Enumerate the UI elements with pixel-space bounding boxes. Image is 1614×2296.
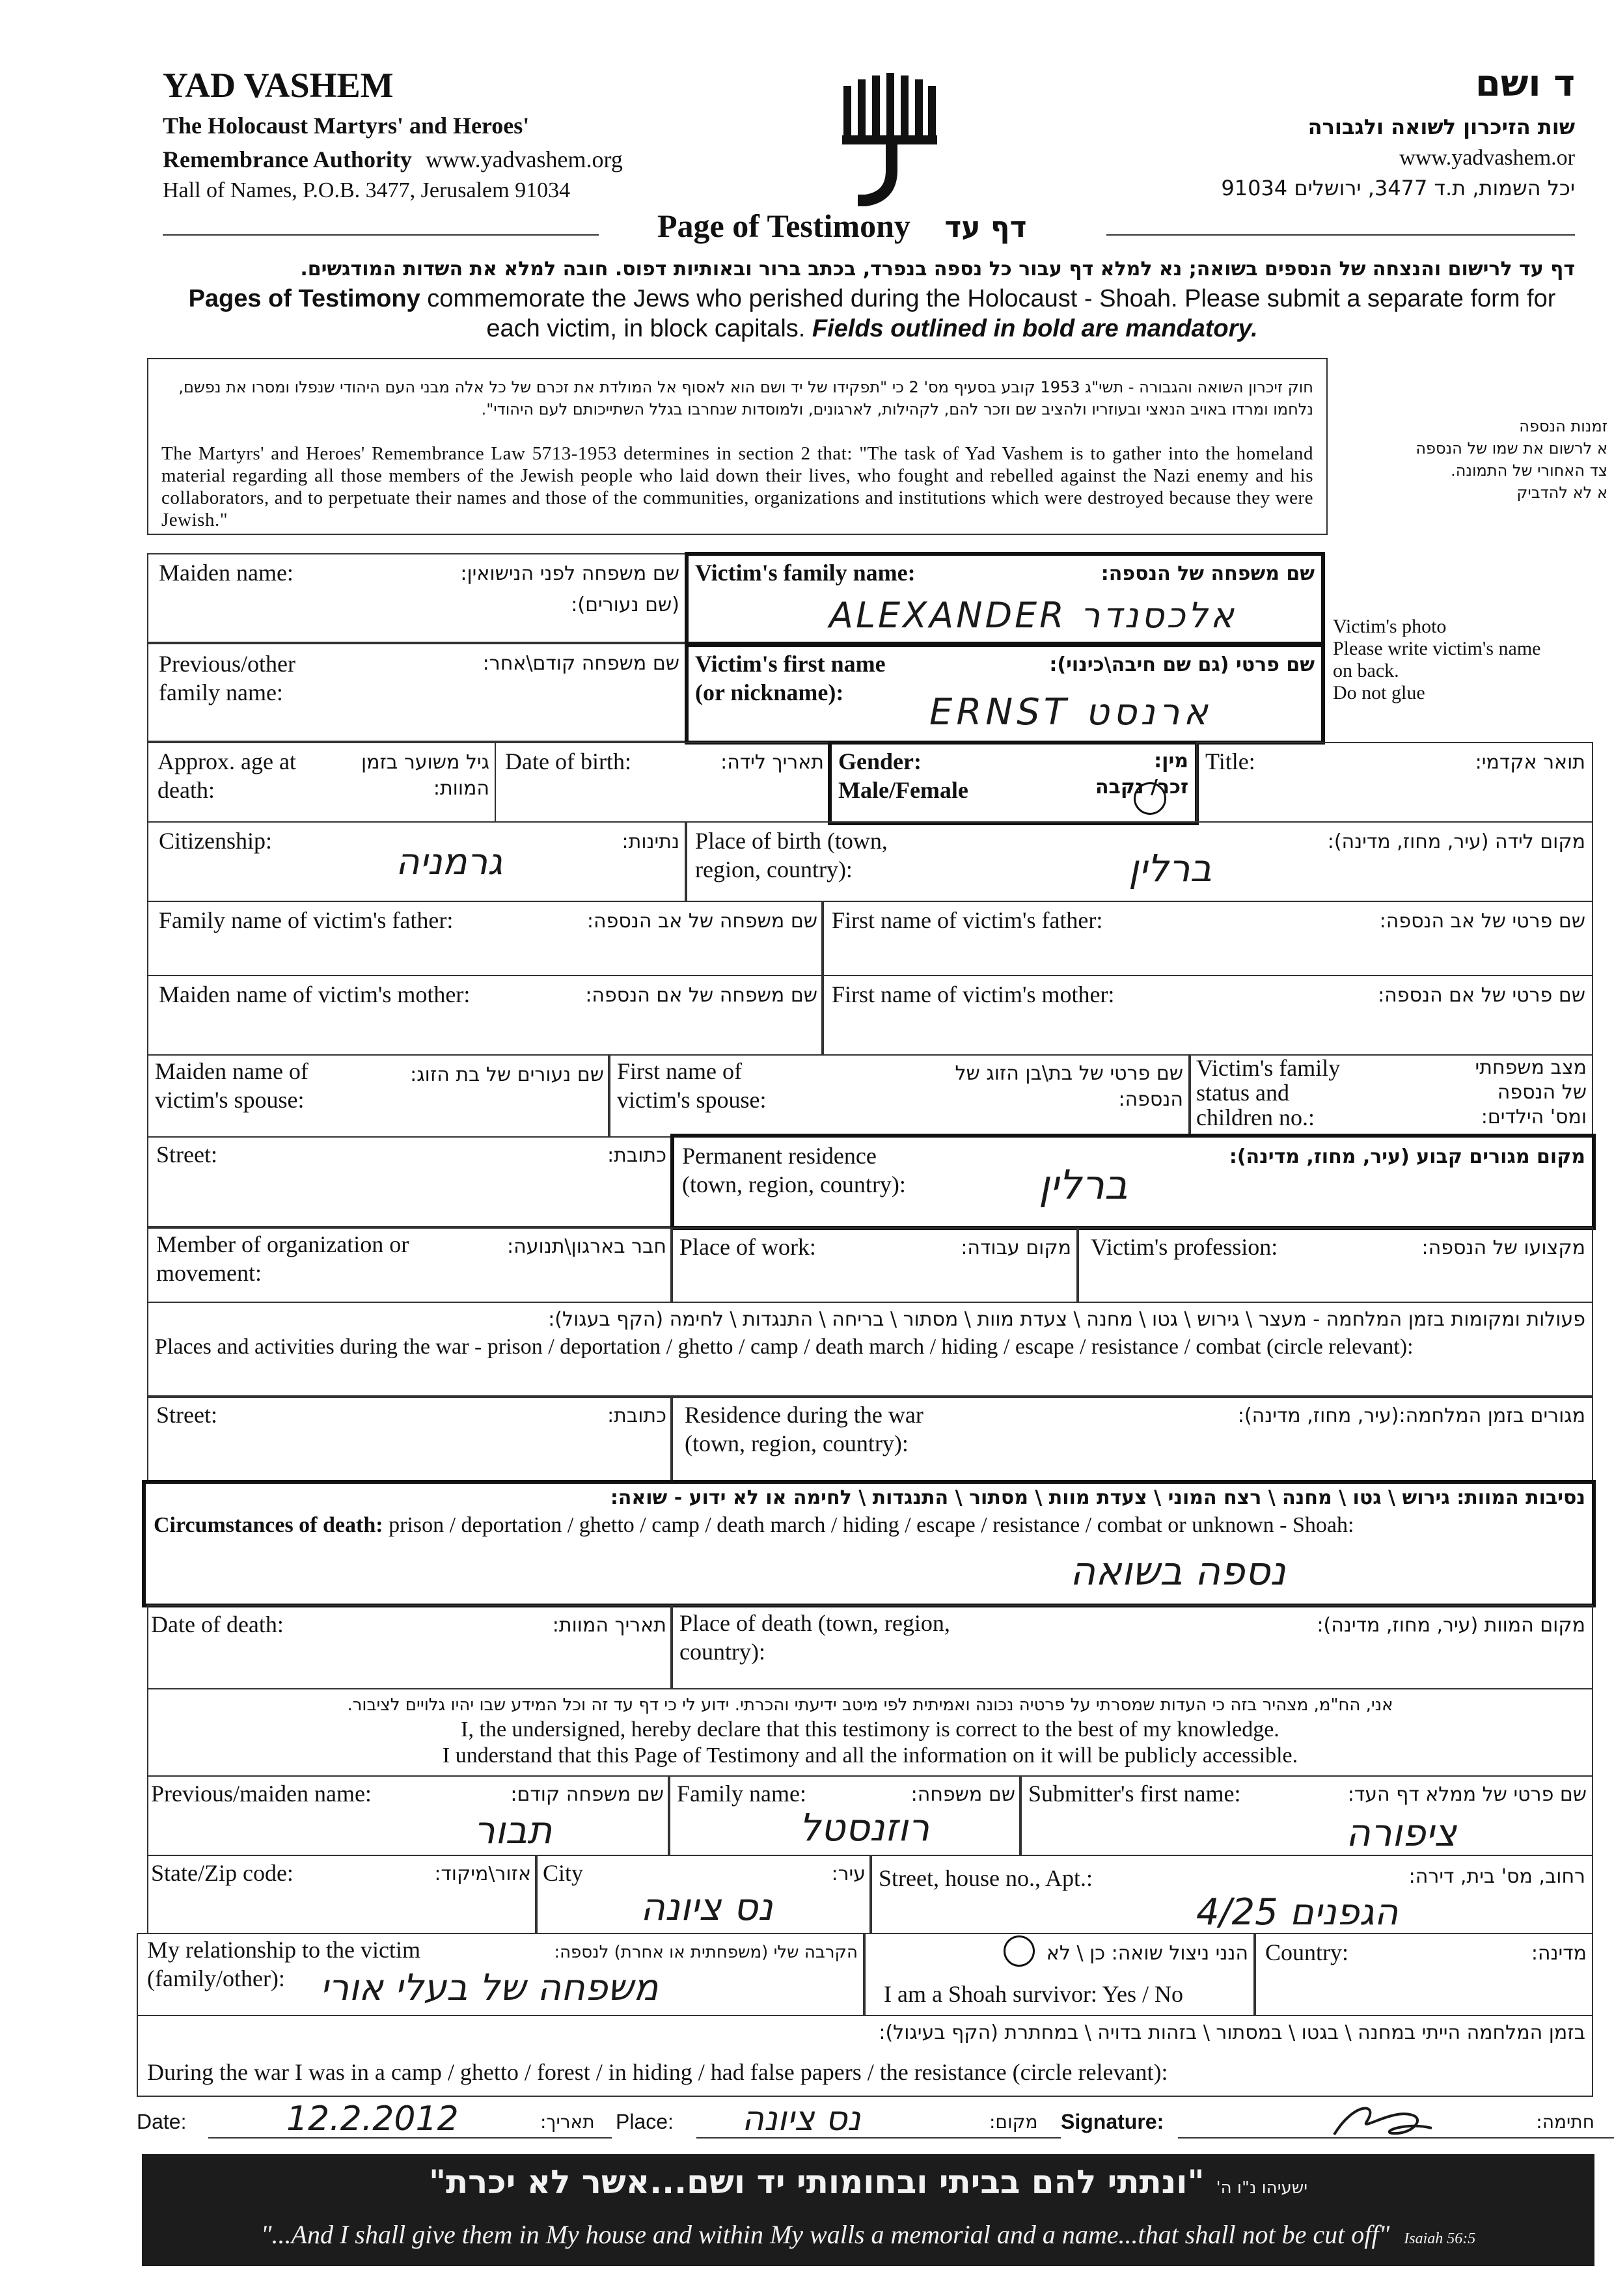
submitter-family-name-label-he: שם משפחה: bbox=[910, 1783, 1015, 1806]
header-rule-right bbox=[1106, 234, 1575, 236]
place-of-birth-field[interactable] bbox=[685, 821, 1593, 902]
maiden-name-label: Maiden name: bbox=[159, 560, 294, 586]
country-label-he: מדינה: bbox=[1531, 1942, 1587, 1965]
mother-maiden-name-label: Maiden name of victim's mother: bbox=[159, 981, 471, 1007]
zip-code-label-he: אזור\מיקוד: bbox=[434, 1863, 531, 1885]
street-label-he: כתובת: bbox=[607, 1144, 666, 1167]
title-label: Title: bbox=[1205, 748, 1255, 774]
submitter-previous-name-field[interactable] bbox=[147, 1775, 670, 1856]
gender-field[interactable] bbox=[828, 741, 1199, 825]
war-residence-field[interactable] bbox=[670, 1397, 1593, 1483]
war-activities-label-he: פעולות ומקומות בזמן המלחמה - מעצר \ גירוש \ גטו \ מחנה \ צעדת מוות \ מסתור \ בריחה \ התנגדות \ לחימה (הקף בעגול): bbox=[548, 1308, 1585, 1331]
signature-label: Signature: bbox=[1061, 2110, 1164, 2133]
submitter-previous-name-label: Previous/maiden name: bbox=[151, 1781, 372, 1807]
family-status-field[interactable] bbox=[1188, 1054, 1593, 1138]
submitter-previous-name-value: תבור bbox=[474, 1808, 553, 1852]
submitter-first-name-label: Submitter's first name: bbox=[1028, 1781, 1241, 1807]
family-status-label-he-2: של הנספה bbox=[1497, 1081, 1587, 1104]
address-en: Hall of Names, P.O.B. 3477, Jerusalem 91034 bbox=[163, 178, 571, 202]
relationship-value: משפחה של בעלי אורי bbox=[320, 1967, 659, 2009]
spouse-first-name-label-1: First name of bbox=[617, 1058, 742, 1084]
org-subtitle-en-2 bbox=[163, 146, 623, 173]
circumstances-field[interactable] bbox=[142, 1480, 1596, 1607]
mother-maiden-name-field[interactable] bbox=[147, 975, 824, 1056]
gender-male-circle bbox=[1134, 782, 1166, 815]
place-of-birth-label bbox=[695, 827, 888, 884]
city-label-he: עיר: bbox=[831, 1863, 866, 1885]
date-of-death-label: Date of death: bbox=[151, 1611, 284, 1637]
father-family-name-label: Family name of victim's father: bbox=[159, 907, 454, 933]
declaration-he: אני, הח"מ, מצהיר בזה כי העדות שמסרתי על פרטיה נכונה ואמיתית לפי מיטב ידיעתי והכרתי. ידוע לי כי דף עד זה וכל המידע שבו יהיו גלויים לציבור. bbox=[347, 1695, 1393, 1715]
street-address-value: הגפנים 4/25 bbox=[1196, 1891, 1399, 1934]
submitter-family-name-value: רוזנסטל bbox=[799, 1805, 930, 1850]
street-address-field[interactable] bbox=[869, 1855, 1593, 1934]
declaration-en-1: I, the undersigned, hereby declare that this testimony is correct to the best of my knowledge. bbox=[461, 1717, 1279, 1742]
permanent-residence-label-1: Permanent residence bbox=[682, 1143, 877, 1169]
citizenship-field[interactable] bbox=[147, 821, 687, 902]
circumstances-value: נספה בשואה bbox=[1070, 1549, 1286, 1594]
organization-label-he: חבר בארגון\תנועה: bbox=[507, 1235, 666, 1258]
profession-field[interactable] bbox=[1076, 1227, 1593, 1303]
place-of-death-label bbox=[679, 1609, 950, 1666]
footer-quote-en-ref: Isaiah 56:5 bbox=[1404, 2230, 1476, 2247]
photo-note-3: on back. bbox=[1333, 660, 1399, 681]
org-subtitle-en-2-text: Remembrance Authority bbox=[163, 146, 412, 172]
side-note-he-1: זמנות הנספה bbox=[1519, 417, 1607, 435]
place-of-death-label-2: country): bbox=[679, 1639, 765, 1665]
submitter-first-name-label-he: שם פרטי של ממלא דף העד: bbox=[1347, 1783, 1587, 1806]
date-of-birth-label: Date of birth: bbox=[505, 748, 631, 774]
street-address-label-he: רחוב, מס' בית, דירה: bbox=[1408, 1865, 1585, 1888]
previous-family-name-label bbox=[159, 649, 295, 707]
shoah-survivor-label: I am a Shoah survivor: Yes / No bbox=[884, 1981, 1183, 2007]
mother-first-name-label: First name of victim's mother: bbox=[832, 981, 1115, 1007]
declaration-en-2: I understand that this Page of Testimony and all the information on it will be publicly accessible. bbox=[442, 1743, 1298, 1768]
photo-note bbox=[1333, 616, 1540, 704]
signature-mark[interactable] bbox=[1321, 2096, 1438, 2148]
gender-label-he-1: מין: bbox=[1154, 750, 1188, 772]
citizenship-value: גרמניה bbox=[396, 841, 503, 883]
organization-label-2: movement: bbox=[156, 1260, 262, 1286]
date-value[interactable]: 12.2.2012 bbox=[286, 2099, 459, 2139]
organization-label bbox=[156, 1230, 409, 1287]
place-of-death-field[interactable] bbox=[670, 1605, 1593, 1689]
spouse-first-name-label bbox=[617, 1057, 766, 1114]
previous-family-name-label-2: family name: bbox=[159, 679, 283, 705]
profession-label: Victim's profession: bbox=[1091, 1234, 1278, 1260]
page-title bbox=[657, 207, 1026, 245]
victim-family-name-field[interactable] bbox=[685, 552, 1325, 647]
father-first-name-field[interactable] bbox=[821, 901, 1593, 976]
footer-quote-en bbox=[142, 2219, 1594, 2250]
photo-note-4: Do not glue bbox=[1333, 682, 1425, 704]
intro-en-body: commemorate the Jews who perished during the Holocaust - Shoah. Please submit a separate form for each victim, in block capitals. bbox=[420, 285, 1556, 342]
zip-code-label: State/Zip code: bbox=[151, 1860, 294, 1886]
victim-family-name-label: Victim's family name: bbox=[695, 560, 916, 586]
victim-first-name-label bbox=[695, 649, 886, 707]
yad-vashem-logo bbox=[840, 73, 937, 210]
mother-maiden-name-label-he: שם משפחה של אם הנספה: bbox=[585, 984, 817, 1007]
family-status-label-he bbox=[1475, 1056, 1587, 1130]
shoah-survivor-field[interactable] bbox=[863, 1933, 1256, 2016]
place-label: Place: bbox=[616, 2110, 674, 2133]
age-at-death-field[interactable] bbox=[147, 742, 496, 823]
family-status-label-he-3: ומס' הילדים: bbox=[1481, 1106, 1587, 1128]
law-en: The Martyrs' and Heroes' Remembrance Law 5713-1953 determines in section 2 that: "The task of Yad Vashem is to gather into the homeland material regarding all those members of the Jewish people who laid down their lives, who fought and rebelled against the Nazi enemy and his collaborators, and to perpetuate their names and those of the communities, organizations and institutions which were destroyed because they were Jewish." bbox=[161, 443, 1313, 530]
side-note-he-2: א לרשום את שמו של הנספה bbox=[1416, 439, 1607, 458]
circumstances-label-he: נסיבות המוות: גירוש \ גטו \ מחנה \ רצח המוני \ צעדת מוות \ מסתור \ התנגדות \ לחימה או לא ידוע - שואה: bbox=[610, 1486, 1585, 1509]
spouse-first-name-label-he-1: שם פרטי של בת\בן הזוג של bbox=[955, 1062, 1183, 1085]
footer-quote-he bbox=[142, 2163, 1594, 2201]
age-at-death-label-he-2: המוות: bbox=[433, 777, 489, 800]
age-at-death-label bbox=[157, 747, 296, 804]
age-at-death-label-he-1: גיל משוער בזמן bbox=[361, 751, 489, 774]
war-street-label-he: כתובת: bbox=[607, 1404, 666, 1427]
previous-family-name-label-he: שם משפחה קודם\אחר: bbox=[482, 652, 679, 675]
spouse-maiden-name-label bbox=[155, 1057, 308, 1114]
war-residence-label-he: מגורים בזמן המלחמה:(עיר, מחוז, מדינה): bbox=[1237, 1404, 1585, 1427]
family-status-label-he-1: מצב משפחתי bbox=[1475, 1056, 1587, 1079]
header-rule-left bbox=[163, 234, 599, 236]
relationship-field[interactable] bbox=[137, 1933, 866, 2016]
father-first-name-label: First name of victim's father: bbox=[832, 907, 1103, 933]
city-field[interactable] bbox=[535, 1855, 872, 1934]
mother-first-name-field[interactable] bbox=[821, 975, 1593, 1056]
gender-label-2: Male/Female bbox=[838, 777, 968, 803]
intro-en bbox=[163, 284, 1581, 344]
website-he: www.yadvashem.or bbox=[1399, 146, 1575, 170]
survivor-no-circle bbox=[1004, 1935, 1035, 1967]
circumstances-label-body: prison / deportation / ghetto / camp / death march / hiding / escape / resistance / combat or unknown - Shoah: bbox=[383, 1513, 1354, 1537]
permanent-residence-label-he: מקום מגורים קבוע (עיר, מחוז, מדינה): bbox=[1229, 1145, 1585, 1168]
submitter-previous-name-label-he: שם משפחה קודם: bbox=[510, 1783, 664, 1806]
circumstances-label bbox=[154, 1511, 1354, 1540]
place-value[interactable]: נס ציונה bbox=[742, 2099, 861, 2139]
citizenship-label-he: נתינות: bbox=[622, 830, 679, 853]
org-name-he: ד ושם bbox=[1475, 62, 1575, 105]
title-field[interactable] bbox=[1196, 742, 1593, 823]
relationship-label-2: (family/other): bbox=[147, 1965, 285, 1991]
victim-family-name-value: ALEXANDER אלכסנדר bbox=[829, 595, 1237, 636]
side-note-he-4: א לא להדביק bbox=[1516, 484, 1607, 502]
street-label: Street: bbox=[156, 1141, 217, 1168]
profession-label-he: מקצועו של הנספה: bbox=[1421, 1237, 1585, 1259]
family-status-label bbox=[1196, 1056, 1340, 1130]
spouse-first-name-field[interactable] bbox=[608, 1054, 1191, 1138]
father-first-name-label-he: שם פרטי של אב הנספה: bbox=[1379, 910, 1585, 933]
maiden-name-field[interactable] bbox=[147, 553, 687, 644]
signature-line bbox=[137, 2099, 1594, 2149]
victim-first-name-label-1: Victim's first name bbox=[695, 651, 886, 677]
previous-family-name-label-1: Previous/other bbox=[159, 651, 295, 677]
organization-field[interactable] bbox=[147, 1227, 673, 1303]
mother-first-name-label-he: שם פרטי של אם הנספה: bbox=[1378, 984, 1585, 1007]
date-of-birth-label-he: תאריך לידה: bbox=[720, 751, 824, 774]
intro-en-mandatory: Fields outlined in bold are mandatory. bbox=[812, 315, 1258, 342]
circumstances-label-bold: Circumstances of death: bbox=[154, 1513, 383, 1537]
family-status-label-3: children no.: bbox=[1196, 1104, 1315, 1130]
signature-label-he: חתימה: bbox=[1536, 2111, 1594, 2133]
page-title-he: דף עד bbox=[944, 211, 1027, 244]
victim-family-name-label-he: שם משפחה של הנספה: bbox=[1101, 562, 1315, 585]
permanent-residence-label-2: (town, region, country): bbox=[682, 1171, 906, 1197]
family-status-label-2: status and bbox=[1196, 1080, 1289, 1106]
law-he: חוק זיכרון השואה והגבורה - תשי"ג 1953 קובע בסעיף מס' 2 כי "תפקידו של יד ושם הוא לאסוף אל המולדת את זכרם של כל אלה מבני העם היהודי שנפלו ומסרו את נפשם, נלחמו ומרדו באויב הנאצי ובעוזריו ולהציב שם וזכר להם, לקהילות, לארגונים, ולמוסדות שנחרבו בגלל השתייכותם לעם היהודי". bbox=[178, 378, 1313, 418]
spouse-maiden-name-label-2: victim's spouse: bbox=[155, 1087, 305, 1113]
war-residence-label-2: (town, region, country): bbox=[685, 1430, 909, 1456]
place-of-birth-label-2: region, country): bbox=[695, 856, 853, 882]
gender-label-1: Gender: bbox=[838, 748, 922, 774]
age-at-death-label-2: death: bbox=[157, 777, 215, 803]
submitter-family-name-label: Family name: bbox=[677, 1781, 806, 1807]
footer-quote-he-text: "ונתתי להם בביתי ובחומותי יד ושם...אשר לא יכרת" bbox=[428, 2163, 1205, 2201]
during-war-label-he: בזמן המלחמה הייתי במחנה \ בגטו \ במסתור \ בזהות בדויה \ במחתרת (הקף בעיגול): bbox=[879, 2021, 1585, 2044]
date-label-he: תאריך: bbox=[540, 2111, 595, 2133]
place-of-death-label-1: Place of death (town, region, bbox=[679, 1610, 950, 1636]
spouse-maiden-name-label-he: שם נעורים של בת הזוג: bbox=[410, 1063, 604, 1086]
spouse-first-name-label-2: victim's spouse: bbox=[617, 1087, 767, 1113]
maiden-name-label-he: שם משפחה לפני הנישואין: bbox=[460, 562, 679, 585]
place-of-birth-label-1: Place of birth (town, bbox=[695, 828, 888, 854]
country-label: Country: bbox=[1265, 1939, 1349, 1965]
intro-he: דף עד לרישום והנצחה של הנספים בשואה; נא למלא דף עבור כל נספה בנפרד, בכתב ברור ובאותיות דפוס. חובה למלא את השדות המודגשים. bbox=[300, 258, 1575, 280]
place-of-birth-label-he: מקום לידה (עיר, מחוז, מדינה): bbox=[1327, 830, 1585, 853]
org-subtitle-en-1: The Holocaust Martyrs' and Heroes' bbox=[163, 113, 530, 139]
age-at-death-label-1: Approx. age at bbox=[157, 748, 296, 774]
place-of-work-label: Place of work: bbox=[679, 1234, 816, 1260]
place-of-birth-value: ברלין bbox=[1128, 846, 1212, 890]
war-street-label: Street: bbox=[156, 1402, 217, 1428]
father-family-name-field[interactable] bbox=[147, 901, 824, 976]
date-of-birth-field[interactable] bbox=[495, 742, 830, 823]
zip-code-field[interactable] bbox=[147, 1855, 538, 1934]
victim-first-name-field[interactable] bbox=[685, 642, 1325, 745]
permanent-residence-label bbox=[682, 1141, 906, 1199]
street-field[interactable] bbox=[147, 1136, 673, 1227]
age-at-death-label-he bbox=[361, 750, 489, 802]
gender-label bbox=[838, 747, 968, 804]
intro-en-bold: Pages of Testimony bbox=[188, 285, 420, 312]
father-family-name-label-he: שם משפחה של אב הנספה: bbox=[586, 910, 817, 933]
during-war-field[interactable] bbox=[137, 2015, 1593, 2097]
citizenship-label: Citizenship: bbox=[159, 828, 272, 854]
shoah-survivor-label-he: הנני ניצול שואה: כן \ לא bbox=[1046, 1942, 1248, 1965]
submitter-family-name-field[interactable] bbox=[668, 1775, 1022, 1856]
permanent-residence-field[interactable] bbox=[670, 1134, 1596, 1230]
city-value: נס ציונה bbox=[640, 1885, 773, 1929]
address-he: יכל השמות, ת.ד 3477, ירושלים 91034 bbox=[1221, 176, 1575, 200]
footer-banner bbox=[142, 2154, 1594, 2266]
spouse-maiden-name-label-1: Maiden name of bbox=[155, 1058, 308, 1084]
place-of-work-field[interactable] bbox=[670, 1227, 1079, 1303]
country-field[interactable] bbox=[1253, 1933, 1593, 2016]
date-of-death-field[interactable] bbox=[147, 1605, 673, 1689]
city-label: City bbox=[543, 1860, 584, 1886]
place-of-death-label-he: מקום המוות (עיר, מחוז, מדינה): bbox=[1317, 1614, 1585, 1637]
place-of-work-label-he: מקום עבודה: bbox=[961, 1237, 1071, 1259]
family-status-label-1: Victim's family bbox=[1196, 1055, 1341, 1081]
photo-note-1: Victim's photo bbox=[1333, 616, 1447, 637]
org-name-en: YAD VASHEM bbox=[163, 66, 394, 105]
spouse-first-name-label-he bbox=[955, 1061, 1184, 1113]
permanent-residence-value: ברלין bbox=[1039, 1161, 1128, 1209]
gender-label-he-2: זכר/ נקבה bbox=[1095, 776, 1188, 799]
footer-quote-he-ref: ישעיהו נ"ו ה' bbox=[1216, 2178, 1308, 2198]
victim-first-name-label-2: (or nickname): bbox=[695, 679, 844, 705]
during-war-label: During the war I was in a camp / ghetto / forest / in hiding / had false papers / the resistance (circle relevant): bbox=[147, 2059, 1168, 2085]
relationship-label-he: הקרבה שלי (משפחתית או אחרת) לנספה: bbox=[554, 1943, 858, 1962]
organization-label-1: Member of organization or bbox=[156, 1231, 409, 1257]
title-label-he: תואר אקדמי: bbox=[1475, 751, 1585, 774]
footer-quote-en-text: "...And I shall give them in My house and within My walls a memorial and a name...that shall not be cut off" bbox=[260, 2220, 1390, 2249]
war-activities-label: Places and activities during the war - prison / deportation / ghetto / camp / death march / hiding / escape / resistance / combat (circle relevant): bbox=[155, 1335, 1414, 1359]
street-address-label: Street, house no., Apt.: bbox=[879, 1865, 1093, 1891]
date-label: Date: bbox=[137, 2110, 187, 2133]
submitter-first-name-value: ציפורה bbox=[1346, 1811, 1457, 1855]
spouse-first-name-label-he-2: הנספה: bbox=[1118, 1088, 1183, 1111]
declaration-box bbox=[147, 1688, 1593, 1777]
previous-family-name-field[interactable] bbox=[147, 642, 687, 742]
website-en: www.yadvashem.org bbox=[425, 146, 623, 172]
side-note-he-3: צד האחורי של התמונה. bbox=[1451, 461, 1607, 480]
org-subtitle-he: שות הזיכרון לשואה ולגבורה bbox=[1307, 115, 1575, 139]
place-label-he: מקום: bbox=[989, 2111, 1038, 2133]
war-street-field[interactable] bbox=[147, 1397, 673, 1483]
relationship-label-1: My relationship to the victim bbox=[147, 1937, 420, 1963]
spouse-maiden-name-field[interactable] bbox=[147, 1054, 610, 1138]
submitter-first-name-field[interactable] bbox=[1019, 1775, 1593, 1856]
war-residence-label bbox=[685, 1401, 923, 1458]
date-of-death-label-he: תאריך המוות: bbox=[552, 1614, 666, 1637]
war-residence-label-1: Residence during the war bbox=[685, 1402, 923, 1428]
victim-first-name-label-he: שם פרטי (גם שם חיבה\כינוי): bbox=[1049, 653, 1315, 676]
side-note-he bbox=[1386, 415, 1607, 504]
photo-note-2: Please write victim's name bbox=[1333, 638, 1541, 659]
war-activities-field[interactable] bbox=[147, 1302, 1593, 1397]
page-title-en: Page of Testimony bbox=[657, 208, 910, 244]
maiden-name-label-he2: (שם נעורים): bbox=[571, 594, 679, 616]
victim-first-name-value: ERNST ארנסט bbox=[929, 691, 1212, 733]
